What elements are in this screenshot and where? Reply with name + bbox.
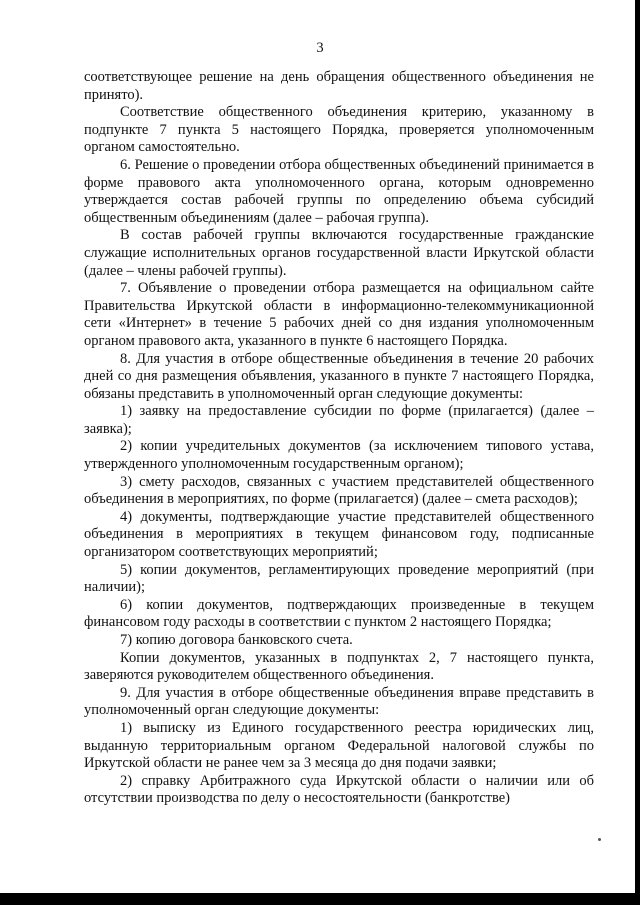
list-item: 1) выписку из Единого государственного реестра юридических лиц, выданную территориальным органом Федеральной налоговой службы по Иркутской области не ранее чем за 3 месяца до дня подачи заявки; <box>84 719 594 772</box>
list-item: 1) заявку на предоставление субсидии по форме (прилагается) (далее – заявка); <box>84 403 594 437</box>
list-item: 6) копии документов, подтверждающих произведенные в текущем финансовом году расходы в соответствии с пунктом 2 настоящего Порядка; <box>84 596 594 631</box>
list-item: 4) документы, подтверждающие участие представителей общественного объединения в мероприятиях в текущем финансовом году, подписанные организатором соответствующих мероприятий; <box>84 508 594 561</box>
paragraph: 9. Для участия в отборе общественные объединения вправе представить в уполномоченный орган следующие документы: <box>84 684 594 719</box>
paragraph: соответствующее решение на день обращения общественного объединения не принято). <box>84 69 594 103</box>
list-item: 7) копию договора банковского счета. <box>120 632 353 648</box>
list-item: 3) смету расходов, связанных с участием представителей общественного объединения в мероприятиях, по форме (прилагается) (далее – смета расходов); <box>84 473 594 508</box>
paragraph: Соответствие общественного объединения критерию, указанному в подпункте 7 пункта 5 настоящего Порядка, проверяется уполномоченным органом самостоятельно. <box>84 104 594 156</box>
scan-edge-bottom <box>0 893 640 905</box>
paragraph: 7. Объявление о проведении отбора размещается на официальном сайте Правительства Иркутской области в информационно-телекоммуникационной сети «Интернет» в течение 5 рабочих дней со дня издания уполномоченным органом правового акта, указанного в пункте 6 настоящего Порядка. <box>84 280 594 349</box>
list-item: 2) копии учредительных документов (за исключением типового устава, утвержденного уполномоченным государственным органом); <box>84 438 594 473</box>
paragraph: 6. Решение о проведении отбора общественных объединений принимается в форме правового акта уполномоченного органа, которым одновременно утверждается состав рабочей группы по определению объема субсидий общественным объединениям (далее – рабочая группа). <box>84 156 594 226</box>
paragraph: Копии документов, указанных в подпунктах 2, 7 настоящего пункта, заверяются руководителем общественного объединения. <box>84 649 594 684</box>
scan-edge-right <box>635 0 640 905</box>
paragraph: 8. Для участия в отборе общественные объединения в течение 20 рабочих дней со дня размещения объявления, указанного в пункте 7 настоящего Порядка, обязаны представить в уполномоченный орган следующие документы: <box>84 350 594 402</box>
document-body <box>84 69 594 808</box>
page-number: 3 <box>316 40 324 56</box>
scan-speck <box>598 838 601 841</box>
paragraph: В состав рабочей группы включаются государственные гражданские служащие исполнительных органов государственной власти Иркутской области (далее – члены рабочей группы). <box>84 227 594 279</box>
list-item: 5) копии документов, регламентирующих проведение мероприятий (при наличии); <box>84 561 594 596</box>
list-item: 2) справку Арбитражного суда Иркутской области о наличии или об отсутствии производства по делу о несостоятельности (банкротстве) <box>84 772 594 807</box>
